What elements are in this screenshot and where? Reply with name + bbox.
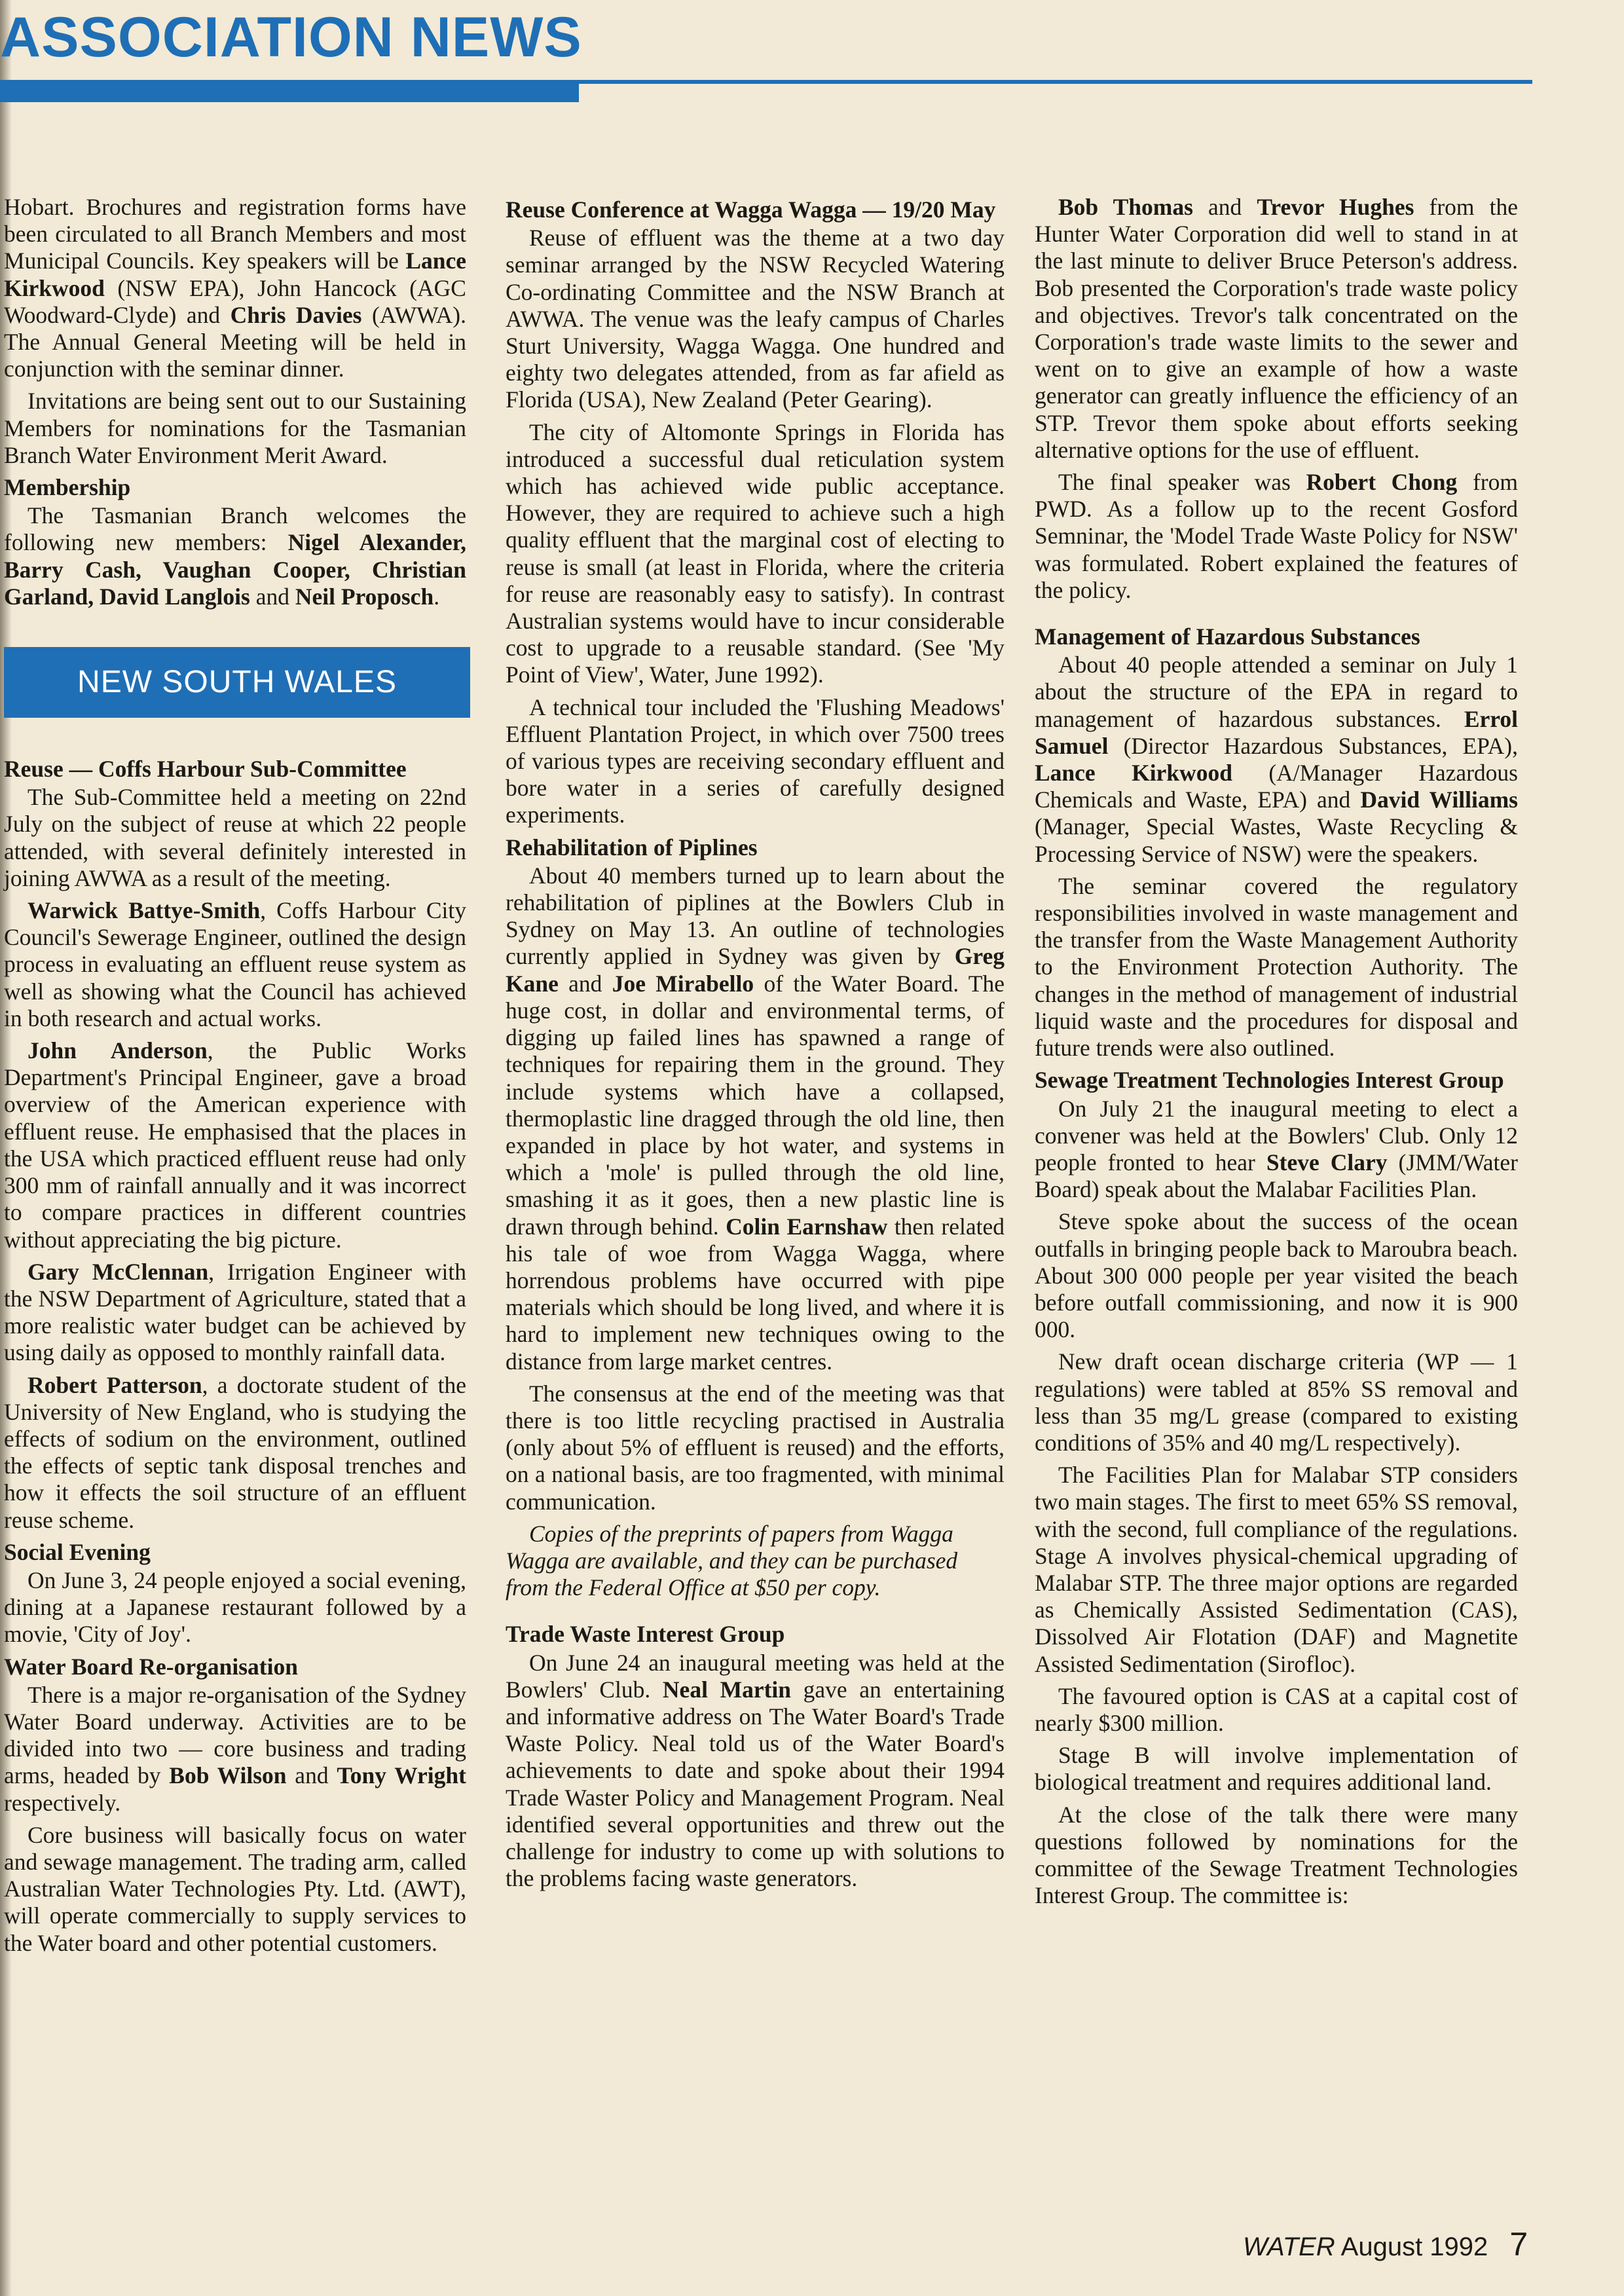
paragraph: New draft ocean discharge criteria (WP — 1 regulations) were tabled at 85% SS removal and less than 35 mg/L grease (compared to existing conditions of 35% and 40 mg/L respectively). <box>1035 1348 1518 1456</box>
subheading-membership: Membership <box>4 474 131 501</box>
paragraph: Gary McClennan, Irrigation Engineer with the NSW Department of Agriculture, stated that a more realistic water budget can be achieved by using daily as opposed to monthly rainfall data. <box>4 1258 466 1366</box>
subheading-wagga: Reuse Conference at Wagga Wagga — 19/20 May <box>506 196 996 223</box>
magazine-name: WATER <box>1243 2232 1335 2261</box>
paragraph: On June 3, 24 people enjoyed a social evening, dining at a Japanese restaurant followed by a movie, 'City of Joy'. <box>4 1566 466 1648</box>
paragraph: At the close of the talk there were many questions followed by nominations for the committee of the Sewage Treatment Technologies Interest Group. The committee is: <box>1035 1801 1518 1909</box>
issue-date: August 1992 <box>1340 2232 1488 2261</box>
masthead: ASSOCIATION NEWS <box>0 6 582 69</box>
subheading-sewage-treatment: Sewage Treatment Technologies Interest Group <box>1035 1067 1504 1094</box>
paragraph: The city of Altomonte Springs in Florida has introduced a successful dual reticulation system which has achieved wide public acceptance. However, they are required to achieve such a high quality effluent that the marginal cost of electing to reuse is small (at least in Florida, where the criteria for reuse are reasonably easy to satisfy). In contrast Australian systems would have to incur considerable cost to upgrade to a reusable standard. (See 'My Point of View', Water, June 1992). <box>506 418 1005 688</box>
paragraph: The seminar covered the regulatory responsibilities involved in waste management and the transfer from the Waste Management Authority to the Environment Protection Authority. The changes in the method of management of industrial liquid waste and the procedures for disposal and future trends were also outlined. <box>1035 872 1518 1062</box>
paragraph: On July 21 the inaugural meeting to elect a convener was held at the Bowlers' Club. Only 12 people fronted to hear Steve Clary (JMM/Water Board) speak about the Malabar Facilities Plan. <box>1035 1095 1519 1203</box>
paragraph: Hobart. Brochures and registration forms have been circulated to all Branch Members and most Municipal Councils. Key speakers will be Lance Kirkwood (NSW EPA), John Hancock (AGC Woodward-Clyde) and Chris Davies (AWWA). The Annual General Meeting will be held in conjunction with the seminar dinner. <box>4 194 467 382</box>
subheading-water-board: Water Board Re-organisation <box>4 1653 298 1680</box>
italic-note: Copies of the preprints of papers from Wagga Wagga are available, and they can be purchased from the Federal Office at $50 per copy. <box>506 1520 958 1601</box>
paragraph: The Tasmanian Branch welcomes the following new members: Nigel Alexander, Barry Cash, Vaughan Cooper, Christian Garland, David Langlois and Neil Proposch. <box>4 502 466 610</box>
paragraph: On June 24 an inaugural meeting was held at the Bowlers' Club. Neal Martin gave an entertaining and informative address on The Water Board's Trade Waste Policy. Neal told us of the Water Board's achievements to date and spoke about their 1994 Trade Waster Policy and Management Program. Neal identified several opportunities and threw out the challenge for industry to come up with solutions to the problems facing waste generators. <box>506 1649 1005 1892</box>
paragraph: Core business will basically focus on water and sewage management. The trading arm, called Australian Water Technologies Pty. Ltd. (AWT), will operate commercially to supply services to the Water board and other potential customers. <box>4 1821 466 1956</box>
paragraph: The Facilities Plan for Malabar STP considers two main stages. The first to meet 65% SS removal, with the second, full compliance of the regulations. Stage A involves physical-chemical upgrading of Malabar STP. The three major options are regarded as Chemically Assisted Sedimentation (CAS), Dissolved Air Flotation (DAF) and Magnetite Assisted Sedimentation (Sirofloc). <box>1035 1462 1518 1677</box>
page-footer <box>1243 2225 1528 2263</box>
paragraph: The Sub-Committee held a meeting on 22nd July on the subject of reuse at which 22 people attended, with several definitely interested in joining AWWA as a result of the meeting. <box>4 784 466 891</box>
paragraph: Stage B will involve implementation of biological treatment and requires additional land. <box>1035 1742 1518 1796</box>
paragraph: There is a major re-organisation of the Sydney Water Board underway. Activities are to be divided into two — core business and trading arms, headed by Bob Wilson and Tony Wright respectively. <box>4 1681 466 1816</box>
paragraph: About 40 people attended a seminar on July 1 about the structure of the EPA in regard to management of hazardous substances. Errol Samuel (Director Hazardous Substances, EPA), Lance Kirkwood (A/Manager Hazardous Chemicals and Waste, EPA) and David Williams (Manager, Special Wastes, Waste Recycling & Processing Service of NSW) were the speakers. <box>1035 652 1518 867</box>
paragraph: Reuse of effluent was the theme at a two day seminar arranged by the NSW Recycled Watering Co-ordinating Committee and the NSW Branch at AWWA. The venue was the leafy campus of Charles Sturt University, Wagga Wagga. One hundred and eighty two delegates attended, from as far afield as Florida (USA), New Zealand (Peter Gearing). <box>506 225 1005 413</box>
paragraph: Invitations are being sent out to our Sustaining Members for nominations for the Tasmanian Branch Water Environment Merit Award. <box>4 388 466 468</box>
paragraph: Steve spoke about the success of the ocean outfalls in bringing people back to Maroubra beach. About 300 000 people per year visited the beach before outfall commissioning, and now it is 900 000. <box>1035 1208 1518 1343</box>
subheading-rehabilitation: Rehabilitation of Piplines <box>506 834 758 861</box>
paragraph: The final speaker was Robert Chong from PWD. As a follow up to the recent Gosford Semninar, the 'Model Trade Waste Policy for NSW' was formulated. Robert explained the features of the policy. <box>1035 469 1518 603</box>
paragraph: John Anderson, the Public Works Department's Principal Engineer, gave a broad overview of the American experience with effluent reuse. He emphasised that the places in the USA which practiced effluent reuse had only 300 mm of rainfall annually and it was incorrect to compare practices in different countries without appreciating the big picture. <box>4 1037 466 1253</box>
masthead-bar <box>0 80 579 102</box>
column-1 <box>4 194 466 1962</box>
subheading-trade-waste: Trade Waste Interest Group <box>506 1621 785 1648</box>
paragraph: Warwick Battye-Smith, Coffs Harbour City Council's Sewerage Engineer, outlined the design process in evaluating an effluent reuse system as well as showing what the Council has achieved in both research and actual works. <box>4 897 466 1031</box>
subheading-hazardous: Management of Hazardous Substances <box>1035 623 1420 650</box>
paragraph: A technical tour included the 'Flushing Meadows' Effluent Plantation Project, in which over 7500 trees of various types are receiving secondary effluent and bore water in a series of carefully designed experiments. <box>506 694 1005 828</box>
subheading-social: Social Evening <box>4 1538 151 1565</box>
paragraph: Robert Patterson, a doctorate student of the University of New England, who is studying the effects of sodium on the environment, outlined the effects of septic tank disposal trenches and how it effects the soil structure of an effluent reuse scheme. <box>4 1371 466 1533</box>
column-2 <box>506 194 1005 1897</box>
paragraph: About 40 members turned up to learn about the rehabilitation of piplines at the Bowlers Club in Sydney on May 13. An outline of technologies currently applied in Sydney was given by Greg Kane and Joe Mirabello of the Water Board. The huge cost, in dollar and environmental terms, of digging up failed lines has spawned a range of techniques for repairing them in the ground. They include systems which have a collapsed, thermoplastic line dragged through the old line, then expanded in place by hot water, and systems in which a 'mole' is pulled through the old line, smashing it as it goes, then a new plastic line is drawn through behind. Colin Earnshaw then related his tale of woe from Wagga Wagga, where horrendous problems have occurred with pipe materials which should be long lived, and where it is hard to implement new techniques owing to the distance from large market centres. <box>506 862 1005 1375</box>
paragraph: The favoured option is CAS at a capital cost of nearly $300 million. <box>1035 1682 1518 1736</box>
subheading-reuse-coffs: Reuse — Coffs Harbour Sub-Committee <box>4 756 407 783</box>
paragraph: The consensus at the end of the meeting was that there is too little recycling practised in Australia (only about 5% of effluent is reused) and the efforts, on a national basis, are too fragmented, with minimal communication. <box>506 1380 1005 1515</box>
paragraph: Bob Thomas and Trevor Hughes from the Hunter Water Corporation did well to stand in at the last minute to deliver Bruce Peterson's address. Bob presented the Corporation's trade waste policy and objectives. Trevor's talk concentrated on the Corporation's trade waste limits to the sewer and went on to give an example of how a waste generator can greatly influence the efficiency of an STP. Trevor them spoke about efforts seeking alternative options for the use of effluent. <box>1035 194 1518 463</box>
section-heading-nsw: NEW SOUTH WALES <box>4 647 470 718</box>
column-3 <box>1035 194 1518 1914</box>
page-number: 7 <box>1509 2226 1528 2263</box>
